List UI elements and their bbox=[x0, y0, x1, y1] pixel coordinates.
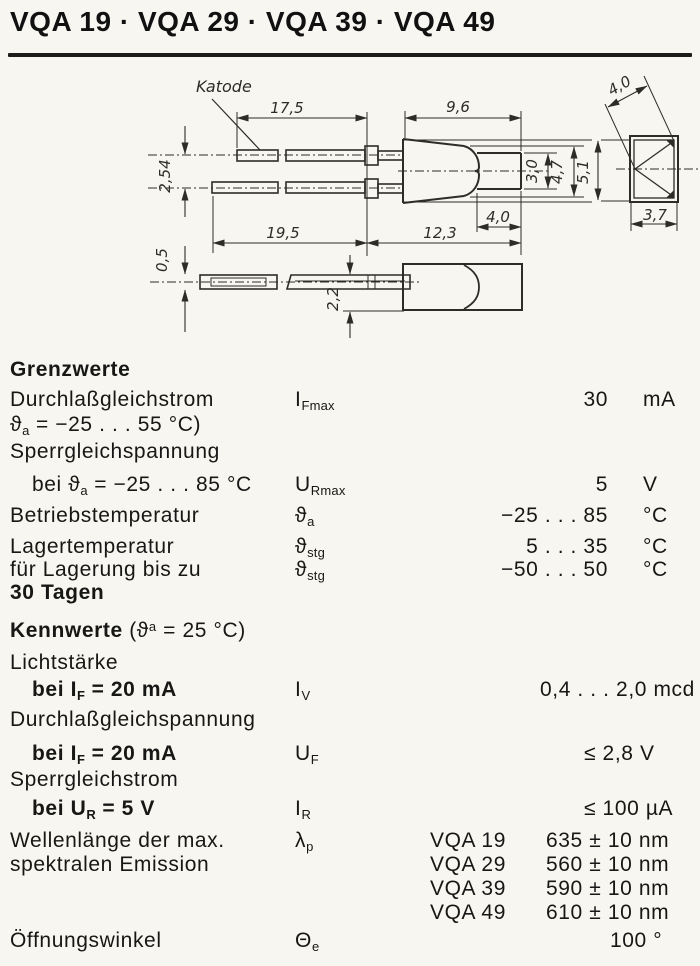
row-value: 0,4 . . . 2,0 mcd bbox=[540, 678, 695, 701]
section-heading: Grenzwerte bbox=[10, 358, 131, 381]
row-label: bei $I_F = 20$ mA bbox=[32, 742, 177, 767]
spec-row-temp-condition bbox=[0, 413, 700, 437]
type-label: VQA 49 bbox=[430, 901, 506, 924]
spec-row-reverse-current-title bbox=[0, 768, 700, 792]
cathode-lead bbox=[237, 146, 403, 165]
anode-lead bbox=[212, 179, 403, 198]
row-value: 5 . . . 35 bbox=[526, 535, 608, 558]
spec-row-reverse-voltage-title bbox=[0, 440, 700, 464]
limits-heading-row bbox=[0, 358, 700, 382]
row-symbol: $I_R$ bbox=[295, 797, 312, 822]
dim-4-0-tip: 4,0 bbox=[486, 208, 510, 226]
row-label: Öffnungswinkel bbox=[10, 929, 162, 952]
row-symbol: $\lambda_p$ bbox=[295, 829, 314, 854]
type-label: VQA 19 bbox=[430, 829, 506, 852]
row-label: bei $U_R = 5$ V bbox=[32, 797, 155, 822]
dim-9-6: 9,6 bbox=[446, 98, 470, 116]
dim-4-7: 4,7 bbox=[548, 160, 566, 184]
katode-leader-line bbox=[212, 99, 260, 150]
row-value: 590 ± 10 nm bbox=[546, 877, 670, 900]
dim-12-3: 12,3 bbox=[423, 224, 457, 242]
row-label: 30 Tagen bbox=[10, 581, 105, 604]
spec-row-luminous-intensity-title bbox=[0, 651, 700, 675]
row-value: −50 . . . 50 bbox=[500, 558, 608, 581]
spec-row-reverse-voltage bbox=[0, 473, 700, 497]
row-unit: °C bbox=[643, 535, 668, 558]
technical-drawing bbox=[0, 0, 700, 352]
row-symbol: $ϑ_{stg}$ bbox=[295, 535, 326, 560]
dim-0-5: 0,5 bbox=[153, 248, 171, 272]
spec-row-30-days bbox=[0, 581, 700, 605]
row-label: bei $I_F = 20$ mA bbox=[32, 678, 177, 703]
characteristics-heading-row bbox=[0, 619, 700, 643]
row-value: 100 ° bbox=[610, 929, 663, 952]
row-label: Lichtstärke bbox=[10, 651, 119, 674]
dim-3-0: 3,0 bbox=[523, 159, 541, 183]
led-body-flat bbox=[403, 264, 522, 310]
type-label: VQA 39 bbox=[430, 877, 506, 900]
katode-label: Katode bbox=[196, 77, 252, 96]
row-symbol: $ϑ_{stg}$ bbox=[295, 558, 326, 583]
row-unit: mA bbox=[643, 388, 676, 411]
row-value: ≤ 100 µA bbox=[584, 797, 674, 820]
row-label: Durchlaßgleichspannung bbox=[10, 708, 256, 731]
spec-row-luminous-intensity bbox=[0, 678, 700, 702]
row-value: −25 . . . 85 bbox=[500, 504, 608, 527]
row-symbol: $U_{Rmax}$ bbox=[295, 473, 346, 498]
row-symbol: $I_{Fmax}$ bbox=[295, 388, 335, 413]
row-label: Sperrgleichstrom bbox=[10, 768, 179, 791]
row-label: bei $ϑ_a = -25$ . . . 85 °C bbox=[32, 473, 252, 498]
row-value: ≤ 2,8 V bbox=[584, 742, 655, 765]
spec-row-wavelength-4 bbox=[0, 901, 700, 925]
row-label: für Lagerung bis zu bbox=[10, 558, 202, 581]
dim-2-54: 2,54 bbox=[156, 159, 174, 193]
row-unit: °C bbox=[643, 558, 668, 581]
row-label: $ϑ_a = -25$ . . . 55 °C) bbox=[10, 413, 202, 438]
spec-row-storage-temp bbox=[0, 535, 700, 559]
row-label: Durchlaßgleichstrom bbox=[10, 388, 214, 411]
type-label: VQA 29 bbox=[430, 853, 506, 876]
section-heading: Kennwerte ($ϑ^a = 25$ °C) bbox=[10, 619, 246, 642]
spec-row-forward-current bbox=[0, 388, 700, 412]
dim-2-2: 2,2 bbox=[324, 287, 342, 311]
row-symbol: $I_V$ bbox=[295, 678, 311, 703]
spec-row-forward-voltage bbox=[0, 742, 700, 766]
row-unit: V bbox=[643, 473, 658, 496]
dim-17-5: 17,5 bbox=[270, 99, 304, 117]
row-symbol: $\Theta_e$ bbox=[295, 929, 320, 954]
page-title: VQA 19 · VQA 29 · VQA 39 · VQA 49 bbox=[10, 6, 496, 37]
spec-row-operating-temp bbox=[0, 504, 700, 528]
row-label: Wellenlänge der max. bbox=[10, 829, 225, 852]
row-label: Betriebstemperatur bbox=[10, 504, 200, 527]
row-label: Sperrgleichspannung bbox=[10, 440, 220, 463]
row-label: Lagertemperatur bbox=[10, 535, 175, 558]
spec-row-reverse-current bbox=[0, 797, 700, 821]
row-value: 560 ± 10 nm bbox=[546, 853, 670, 876]
spec-row-storage-temp-30d bbox=[0, 558, 700, 582]
spec-row-viewing-angle bbox=[0, 929, 700, 953]
row-value: 610 ± 10 nm bbox=[546, 901, 670, 924]
row-value: 5 bbox=[595, 473, 608, 496]
dim-19-5: 19,5 bbox=[266, 224, 300, 242]
spec-row-wavelength-3 bbox=[0, 877, 700, 901]
row-label: spektralen Emission bbox=[10, 853, 210, 876]
spec-row-wavelength-1 bbox=[0, 829, 700, 853]
dim-4-0-diag: 4,0 bbox=[604, 71, 635, 100]
row-symbol: $ϑ_a$ bbox=[295, 504, 315, 529]
spec-row-forward-voltage-title bbox=[0, 708, 700, 732]
dim-5-1: 5,1 bbox=[574, 160, 592, 184]
row-unit: °C bbox=[643, 504, 668, 527]
row-value: 30 bbox=[583, 388, 608, 411]
row-value: 635 ± 10 nm bbox=[546, 829, 670, 852]
row-symbol: $U_F$ bbox=[295, 742, 319, 767]
dim-3-7: 3,7 bbox=[643, 206, 667, 224]
spec-row-wavelength-2 bbox=[0, 853, 700, 877]
